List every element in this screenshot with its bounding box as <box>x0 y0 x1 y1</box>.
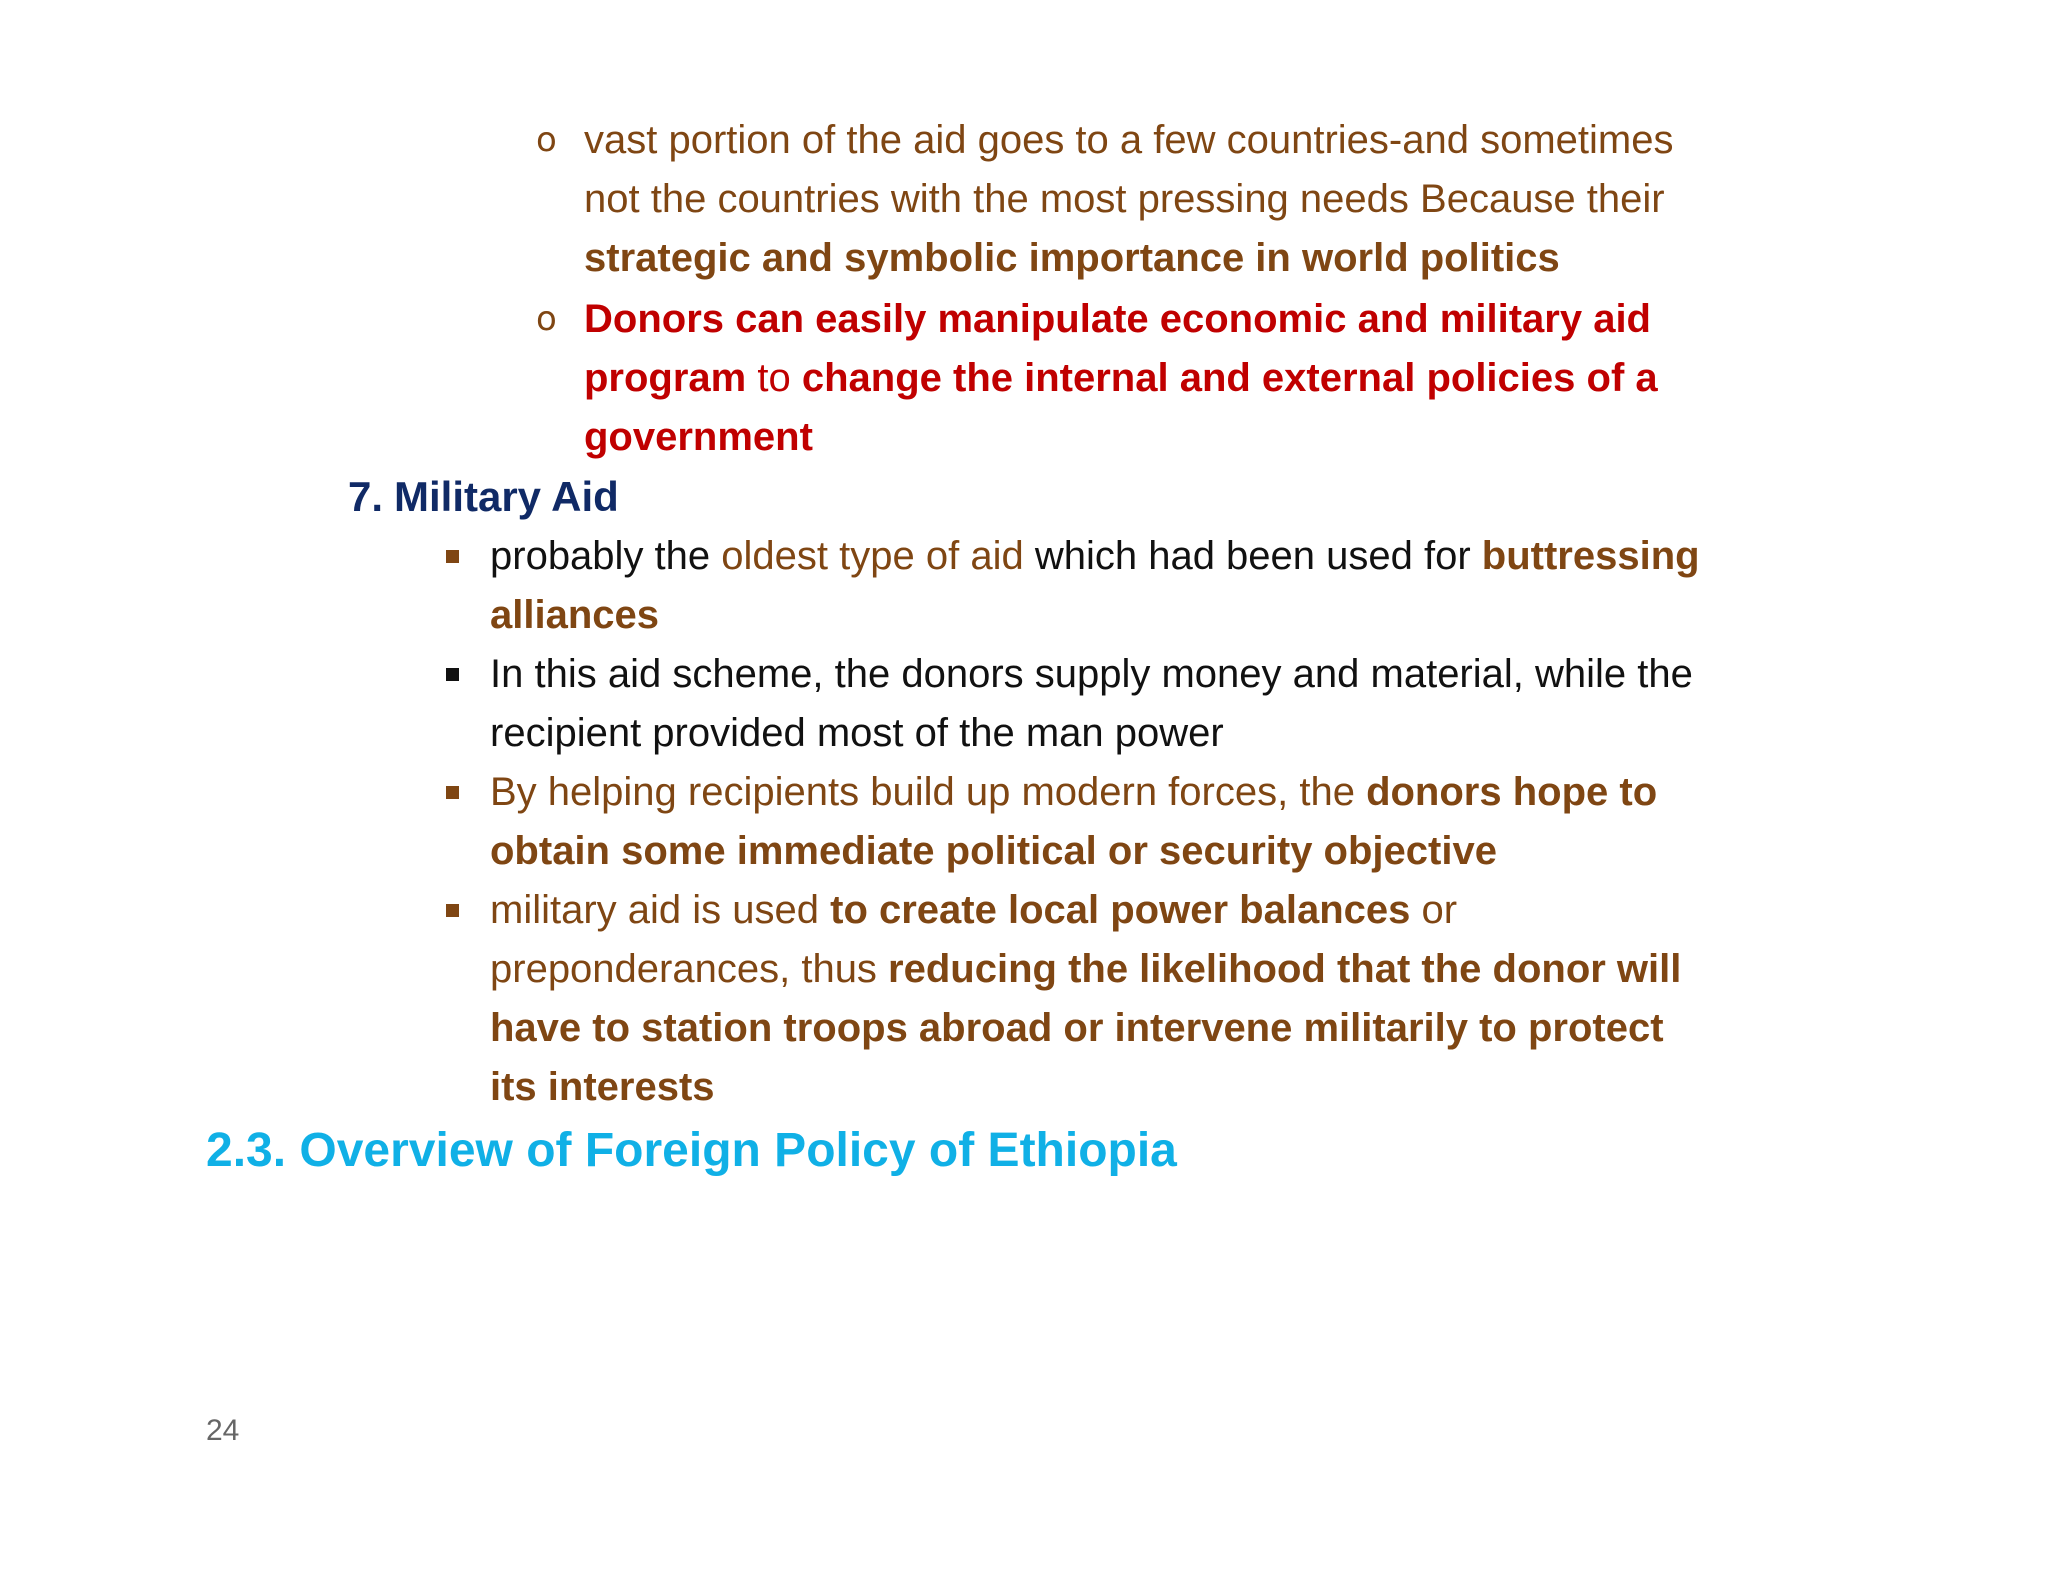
military-bullet-1-line-2 <box>490 586 659 645</box>
heading-title: Military Aid <box>394 473 619 520</box>
text-run: Donors can easily manipulate economic and military aid <box>584 297 1651 341</box>
sub-bullet-1-line-1 <box>584 111 1673 170</box>
text-run: reducing the likelihood that the donor will <box>888 947 1682 991</box>
text-run: have to station troops abroad or intervene militarily to protect <box>490 1006 1664 1050</box>
heading-number: 7. <box>348 473 384 520</box>
square-bullet-icon <box>446 786 459 799</box>
text-run: By helping recipients build up modern forces, the <box>490 770 1367 814</box>
text-run: preponderances, thus <box>490 947 889 991</box>
square-bullet-icon <box>446 904 459 917</box>
square-bullet-icon <box>446 550 459 563</box>
text-run: In this aid scheme, the donors supply money and material, while the <box>490 652 1693 696</box>
text-run: probably the <box>490 534 722 578</box>
text-run: not the countries with the most pressing needs Because their <box>584 177 1665 221</box>
text-run: vast portion of the aid goes to a few countries-and sometimes <box>584 118 1674 162</box>
military-bullet-4-line-1 <box>490 881 1457 940</box>
text-run: government <box>584 415 813 459</box>
text-run: buttressing <box>1481 534 1700 578</box>
text-run: recipient provided most of the man power <box>490 711 1224 755</box>
sub-bullet-1-line-3 <box>584 229 1560 288</box>
text-run: to <box>746 356 802 400</box>
military-bullet-4-line-2 <box>490 940 1681 999</box>
text-run: or <box>1410 888 1458 932</box>
military-bullet-3-line-1 <box>490 763 1657 822</box>
section-title: 2.3. Overview of Foreign Policy of Ethiopia <box>206 1124 1177 1177</box>
text-run: its interests <box>490 1065 715 1109</box>
text-run: military aid is used <box>490 888 831 932</box>
text-run: to create local power balances <box>830 888 1411 932</box>
military-aid-heading <box>348 467 619 526</box>
text-run: program <box>584 356 747 400</box>
military-bullet-2-line-2 <box>490 704 1224 763</box>
text-run: change the internal and external policies of a <box>801 356 1658 400</box>
sub-bullet-2-line-1 <box>584 290 1651 349</box>
military-bullet-3-line-2 <box>490 822 1497 881</box>
circle-bullet-icon: o <box>536 120 557 160</box>
text-run: which had been used for <box>1023 534 1482 578</box>
circle-bullet-icon: o <box>536 299 557 339</box>
page-number: 24 <box>206 1414 240 1447</box>
military-bullet-4-line-4 <box>490 1058 715 1117</box>
text-run: alliances <box>490 593 660 637</box>
sub-bullet-2-line-2 <box>584 349 1658 408</box>
square-bullet-icon <box>446 668 459 681</box>
military-bullet-2-line-1 <box>490 645 1693 704</box>
text-run: strategic and symbolic importance in world politics <box>584 236 1560 280</box>
text-run: oldest type of aid <box>721 534 1024 578</box>
sub-bullet-2-line-3 <box>584 408 813 467</box>
military-bullet-4-line-3 <box>490 999 1664 1058</box>
military-bullet-1-line-1 <box>490 527 1700 586</box>
text-run: donors hope to <box>1366 770 1658 814</box>
sub-bullet-1-line-2 <box>584 170 1665 229</box>
text-run: obtain some immediate political or security objective <box>490 829 1497 873</box>
